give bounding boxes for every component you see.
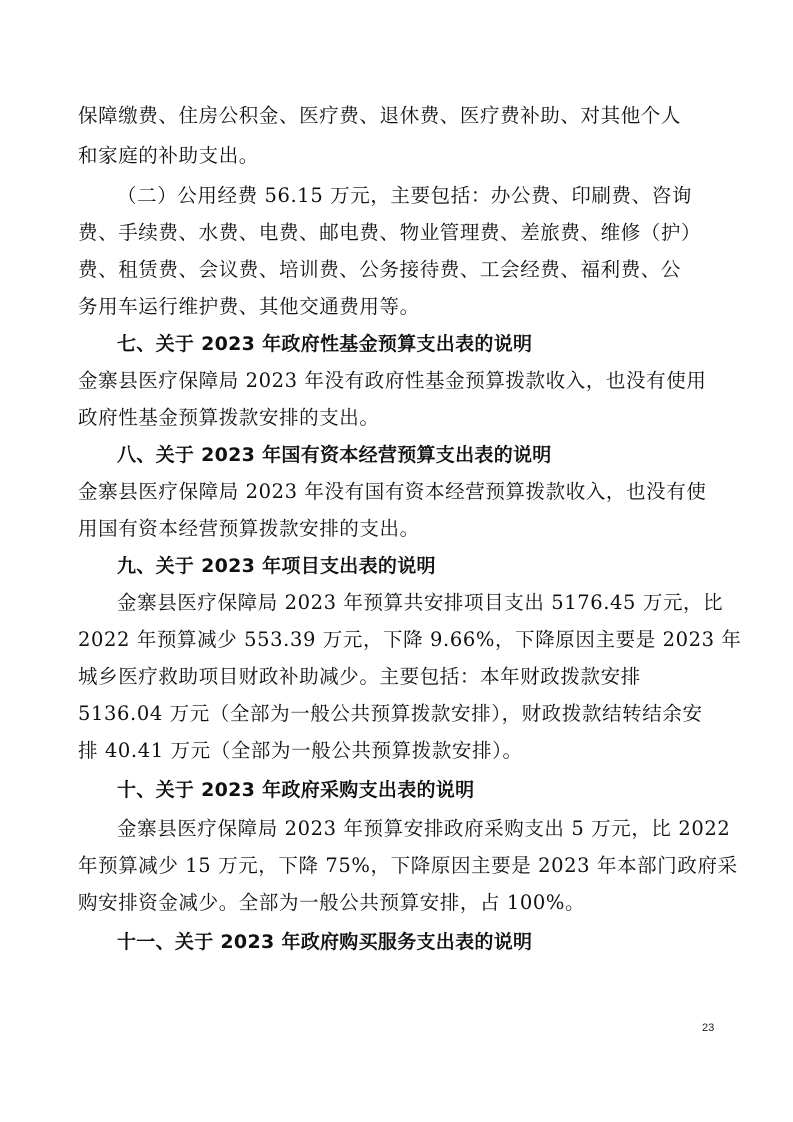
body-line: （二）公用经费 56.15 万元，主要包括：办公费、印刷费、咨询	[117, 184, 692, 207]
body-line: 金寨县医疗保障局 2023 年没有国有资本经营预算拨款收入，也没有使	[78, 480, 707, 503]
body-line: 用国有资本经营预算拨款安排的支出。	[78, 517, 420, 540]
body-line: 金寨县医疗保障局 2023 年没有政府性基金预算拨款收入，也没有使用	[78, 369, 707, 392]
body-line: 政府性基金预算拨款安排的支出。	[78, 406, 380, 429]
body-line: 金寨县医疗保障局 2023 年预算共安排项目支出 5176.45 万元，比	[117, 591, 724, 614]
body-line: 2022 年预算减少 553.39 万元，下降 9.66%，下降原因主要是 2023 年	[78, 628, 742, 651]
section-heading-11: 十一、关于 2023 年政府购买服务支出表的说明	[117, 931, 533, 953]
body-line: 排 40.41 万元（全部为一般公共预算拨款安排）。	[78, 739, 523, 762]
section-heading-7: 七、关于 2023 年政府性基金预算支出表的说明	[117, 333, 533, 355]
body-line: 城乡医疗救助项目财政补助减少。主要包括：本年财政拨款安排	[78, 665, 641, 688]
page-number: 23	[702, 1022, 715, 1034]
body-line: 年预算减少 15 万元，下降 75%，下降原因主要是 2023 年本部门政府采	[78, 854, 738, 877]
body-line: 费、租赁费、会议费、培训费、公务接待费、工会经费、福利费、公	[78, 258, 682, 281]
body-line: 务用车运行维护费、其他交通费用等。	[78, 295, 420, 318]
section-heading-10: 十、关于 2023 年政府采购支出表的说明	[117, 779, 475, 801]
body-line: 和家庭的补助支出。	[78, 144, 259, 167]
body-line: 金寨县医疗保障局 2023 年预算安排政府采购支出 5 万元，比 2022	[117, 817, 731, 840]
body-line: 保障缴费、住房公积金、医疗费、退休费、医疗费补助、对其他个人	[78, 104, 682, 127]
section-heading-9: 九、关于 2023 年项目支出表的说明	[117, 555, 436, 577]
section-heading-8: 八、关于 2023 年国有资本经营预算支出表的说明	[117, 444, 552, 466]
body-line: 5136.04 万元（全部为一般公共预算拨款安排），财政拨款结转结余安	[78, 702, 703, 725]
body-line: 购安排资金减少。全部为一般公共预算安排，占 100%。	[78, 891, 586, 914]
body-line: 费、手续费、水费、电费、邮电费、物业管理费、差旅费、维修（护）	[78, 221, 702, 244]
